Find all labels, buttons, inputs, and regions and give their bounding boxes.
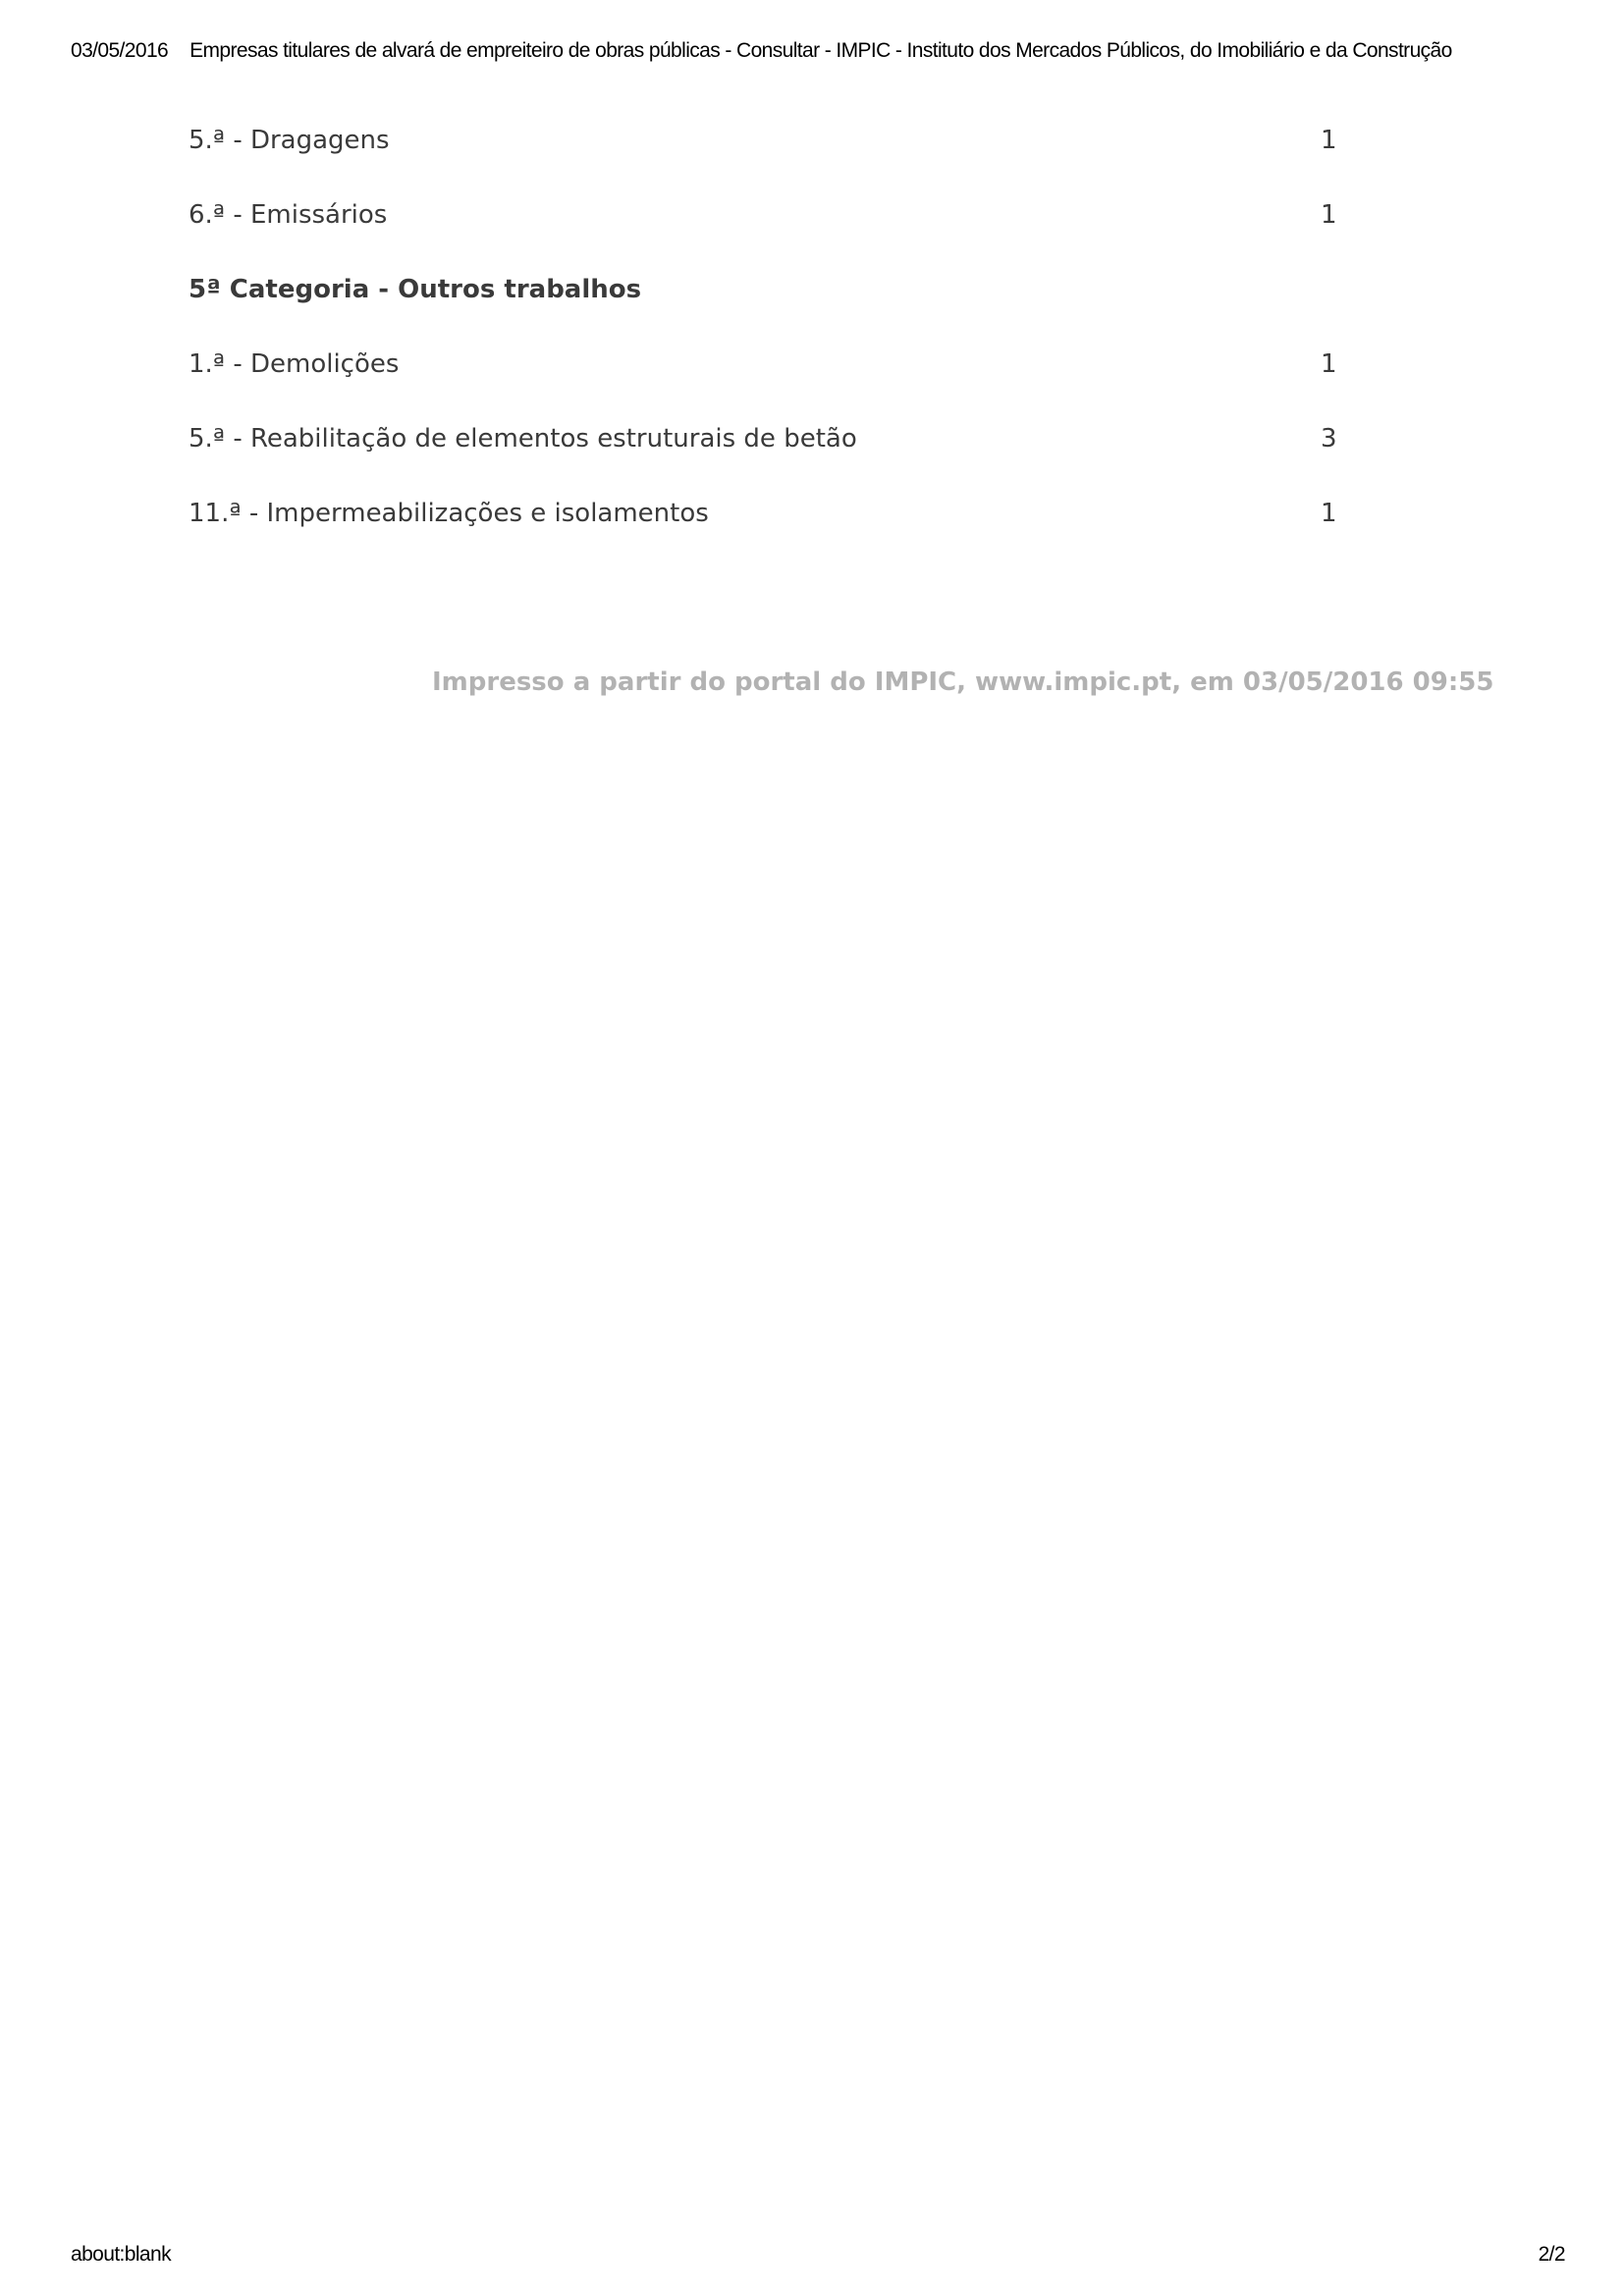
class-value: 3 [1321, 424, 1337, 454]
list-item [189, 499, 1357, 573]
print-title: Empresas titulares de alvará de empreiteiro de obras públicas - Consultar - IMPIC - Instituto dos Mercados Públicos, do Imobiliário e da Construção [189, 39, 1452, 62]
print-header [71, 39, 1565, 71]
printed-from-note: Impresso a partir do portal do IMPIC, www.impic.pt, em 03/05/2016 09:55 [432, 667, 1494, 697]
subcategory-label: 11.ª - Impermeabilizações e isolamentos [189, 499, 709, 528]
category-heading [189, 275, 1357, 349]
list-item [189, 424, 1357, 499]
category-label: 5ª Categoria - Outros trabalhos [189, 275, 642, 304]
subcategory-label: 1.ª - Demolições [189, 349, 400, 379]
list-item [189, 349, 1357, 424]
class-value: 1 [1321, 200, 1337, 230]
print-footer-page: 2/2 [1538, 2243, 1565, 2266]
list-item [189, 200, 1357, 275]
subcategory-label: 5.ª - Reabilitação de elementos estruturais de betão [189, 424, 857, 454]
subcategory-label: 6.ª - Emissários [189, 200, 388, 230]
subcategory-label: 5.ª - Dragagens [189, 126, 390, 155]
classification-list [189, 126, 1357, 573]
list-item [189, 126, 1357, 200]
class-value: 1 [1321, 499, 1337, 528]
class-value: 1 [1321, 349, 1337, 379]
print-date: 03/05/2016 [71, 39, 169, 62]
print-footer-url: about:blank [71, 2243, 171, 2266]
class-value: 1 [1321, 126, 1337, 155]
